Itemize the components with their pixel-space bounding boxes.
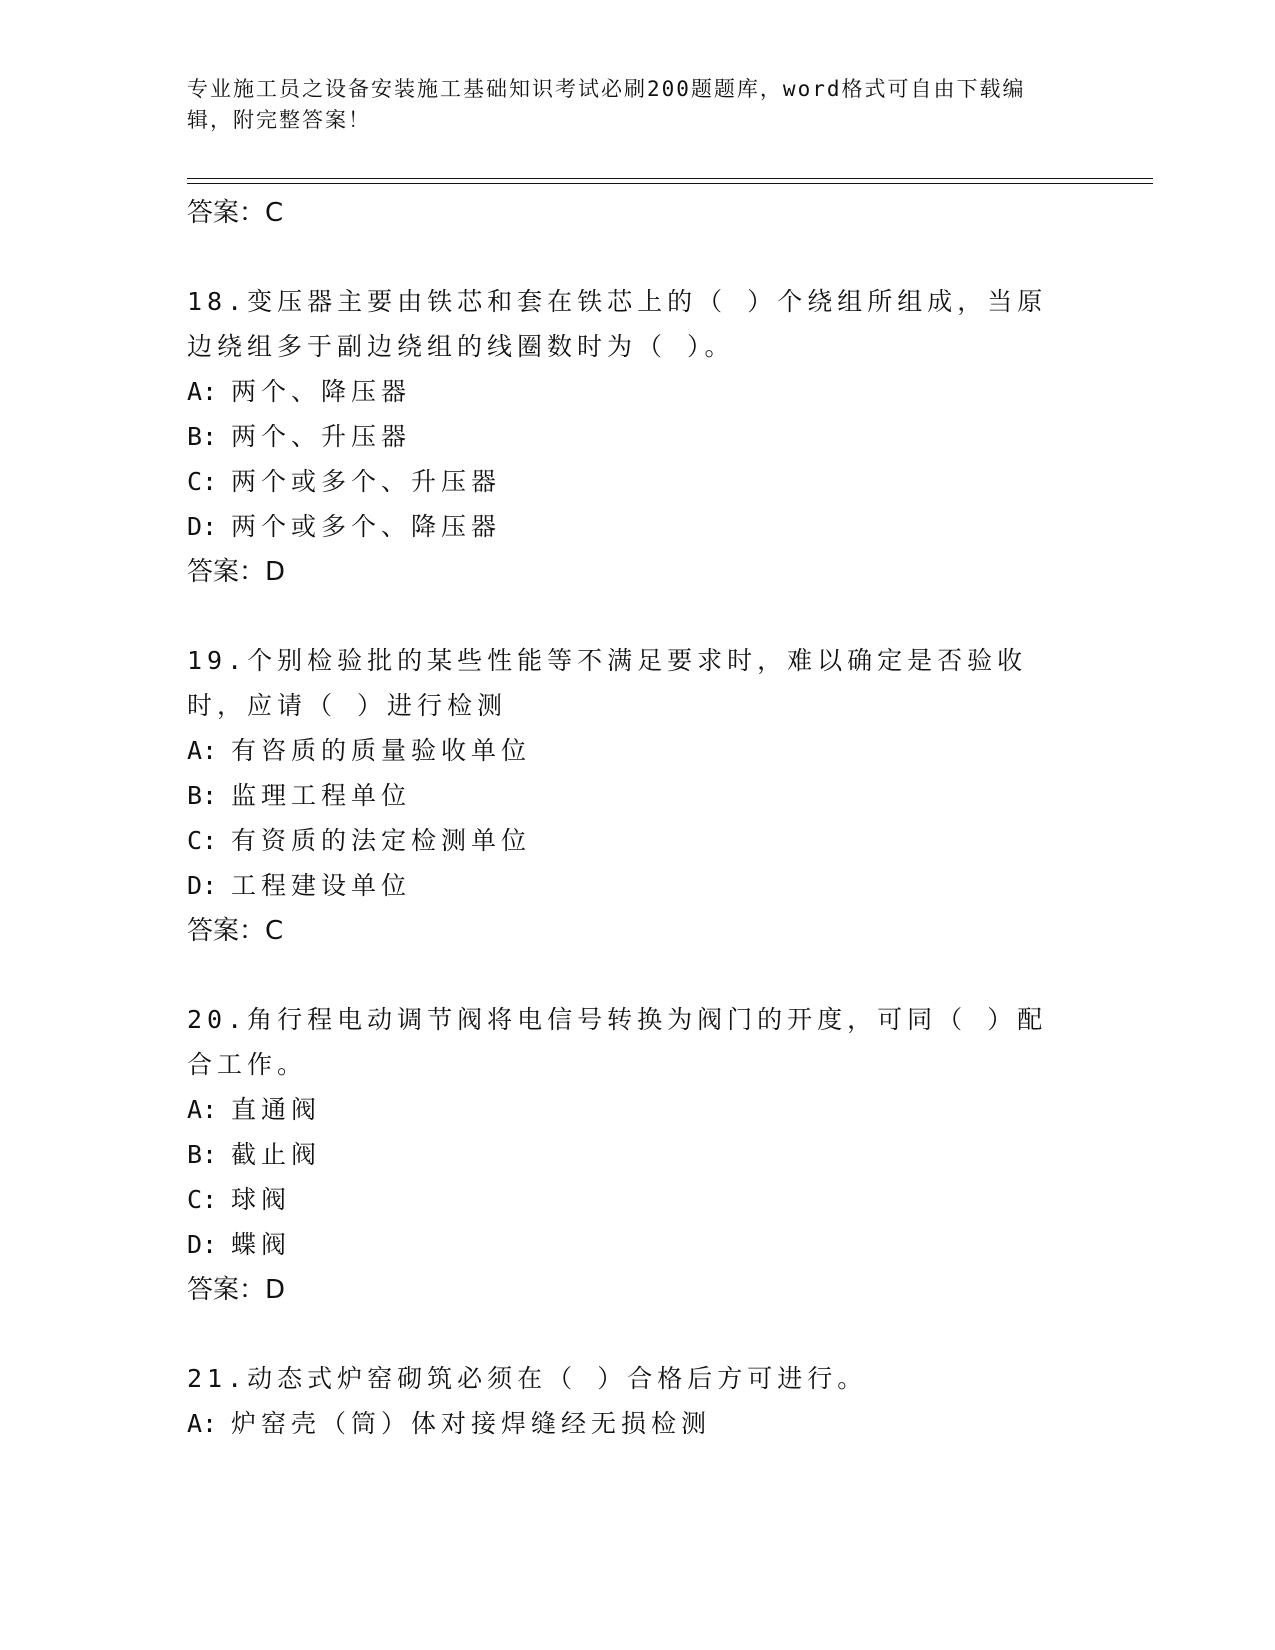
option-text: 两个或多个、升压器	[231, 467, 502, 496]
option-letter: A:	[187, 377, 218, 406]
option-d	[187, 1222, 1087, 1267]
answer-label: 答案：	[187, 916, 266, 946]
option-letter: B:	[187, 422, 218, 451]
option-d	[187, 504, 1087, 549]
document-header: 专业施工员之设备安装施工基础知识考试必刷200题题库，word格式可自由下载编辑，附完整答案！	[187, 77, 1026, 132]
answer-line	[187, 549, 1087, 595]
option-letter: A:	[187, 1095, 218, 1124]
option-c	[187, 1177, 1087, 1222]
answer-line	[187, 1267, 1087, 1313]
answer-label: 答案：	[187, 1275, 266, 1305]
option-letter: C:	[187, 1185, 218, 1214]
option-text: 炉窑壳（筒）体对接焊缝经无损检测	[231, 1409, 712, 1438]
option-text: 两个或多个、降压器	[231, 512, 502, 541]
question-19	[187, 638, 1087, 954]
option-b	[187, 414, 1087, 459]
option-letter: A:	[187, 736, 218, 765]
option-letter: D:	[187, 512, 218, 541]
answer-label: 答案：	[187, 198, 266, 228]
answer-value: D	[265, 557, 286, 587]
option-text: 有咨质的质量验收单位	[231, 736, 532, 765]
option-text: 监理工程单位	[231, 781, 412, 810]
option-b	[187, 773, 1087, 818]
question-stem: 18.变压器主要由铁芯和套在铁芯上的（ ）个绕组所组成，当原边绕组多于副边绕组的线圈数时为（ ）。	[187, 287, 1048, 361]
question-18	[187, 279, 1087, 595]
option-letter: B:	[187, 781, 218, 810]
option-letter: D:	[187, 871, 218, 900]
option-text: 截止阀	[231, 1140, 322, 1169]
option-a	[187, 1087, 1087, 1132]
option-d	[187, 863, 1087, 908]
option-text: 直通阀	[231, 1095, 322, 1124]
question-list	[187, 190, 1087, 1446]
answer-value: C	[265, 198, 284, 228]
answer-value: C	[265, 916, 284, 946]
option-text: 有资质的法定检测单位	[231, 826, 532, 855]
option-text: 球阀	[231, 1185, 292, 1214]
option-letter: C:	[187, 467, 218, 496]
question-stem: 21.动态式炉窑砌筑必须在（ ）合格后方可进行。	[187, 1364, 868, 1393]
option-a	[187, 369, 1087, 414]
answer-label: 答案：	[187, 557, 266, 587]
answer-line	[187, 190, 1087, 236]
question-stem: 20.角行程电动调节阀将电信号转换为阀门的开度，可同（ ）配合工作。	[187, 1005, 1048, 1079]
option-letter: D:	[187, 1230, 218, 1259]
option-a	[187, 1401, 1087, 1446]
option-c	[187, 818, 1087, 863]
question-stem: 19.个别检验批的某些性能等不满足要求时，难以确定是否验收时，应请（ ）进行检测	[187, 646, 1028, 720]
option-letter: B:	[187, 1140, 218, 1169]
option-a	[187, 728, 1087, 773]
question-21	[187, 1356, 1087, 1446]
option-text: 两个、升压器	[231, 422, 412, 451]
option-b	[187, 1132, 1087, 1177]
answer-value: D	[265, 1275, 286, 1305]
option-c	[187, 459, 1087, 504]
header-divider-top	[187, 178, 1153, 179]
option-text: 两个、降压器	[231, 377, 412, 406]
option-letter: A:	[187, 1409, 218, 1438]
option-text: 蝶阀	[231, 1230, 292, 1259]
header-divider-bottom	[187, 183, 1153, 184]
answer-line	[187, 908, 1087, 954]
option-text: 工程建设单位	[231, 871, 412, 900]
option-letter: C:	[187, 826, 218, 855]
question-20	[187, 997, 1087, 1313]
